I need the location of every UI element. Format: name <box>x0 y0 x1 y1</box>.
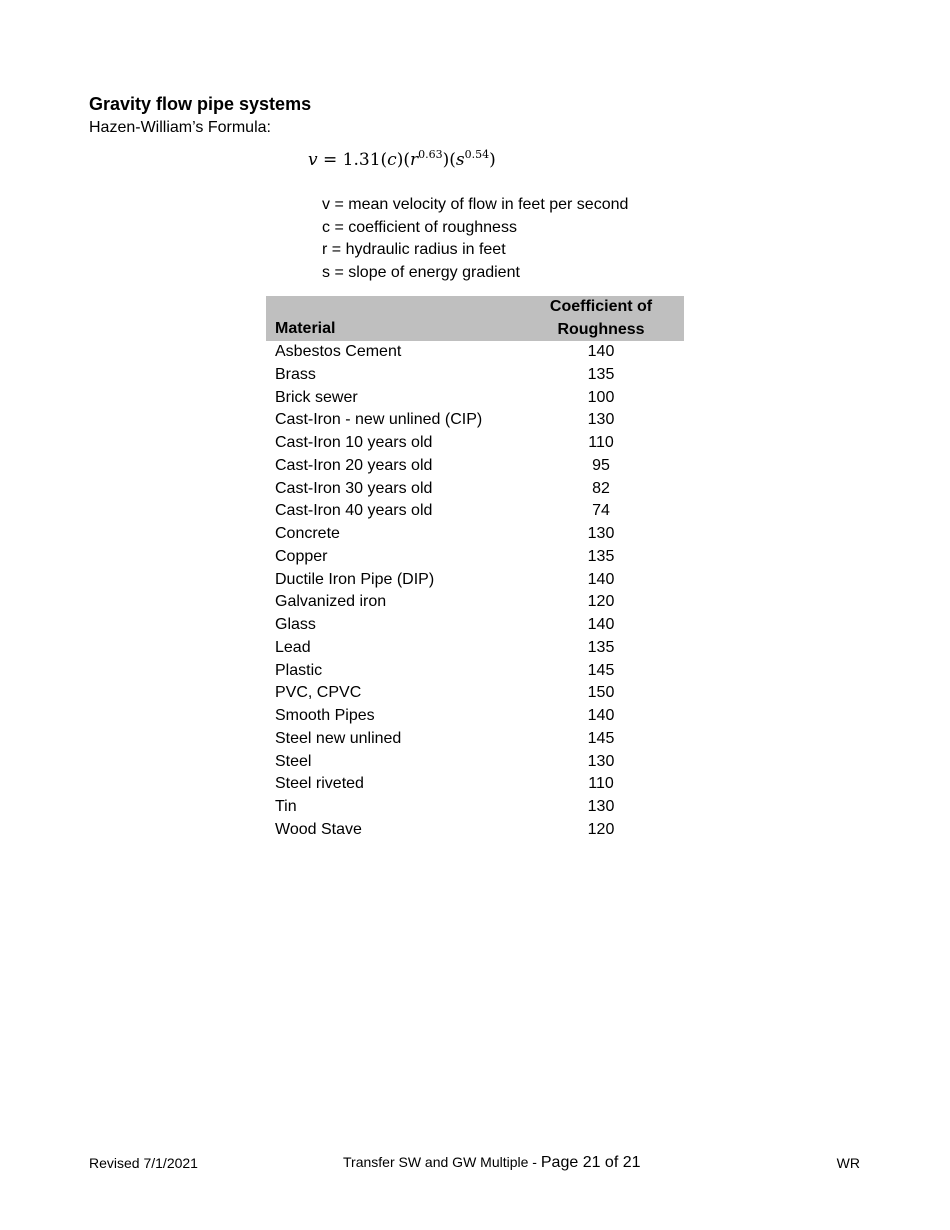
roughness-value-cell: 130 <box>587 411 615 429</box>
hazen-williams-formula: $v = 1.31(c)(r^{0.63})(s^{0.54})$ <box>308 148 496 170</box>
footer-revised: Revised 7/1/2021 <box>89 1155 198 1171</box>
roughness-value-cell: 120 <box>587 593 615 611</box>
roughness-value-cell: 140 <box>587 616 615 633</box>
roughness-value-cell: 135 <box>587 547 615 565</box>
table-row <box>266 341 684 364</box>
roughness-value-cell: 120 <box>587 820 615 838</box>
material-cell: Glass <box>275 616 316 633</box>
variable-definition-r: r = hydraulic radius in feet <box>322 241 506 259</box>
table-body <box>266 341 684 842</box>
table-row <box>266 819 684 842</box>
roughness-value-cell: 150 <box>587 684 615 702</box>
material-cell: Brick sewer <box>275 388 358 406</box>
roughness-value-cell: 135 <box>587 638 615 656</box>
roughness-value-cell: 130 <box>587 752 615 770</box>
table-row <box>266 364 684 387</box>
table-row <box>266 614 684 637</box>
variable-definition-v: v = mean velocity of flow in feet per second <box>322 196 629 213</box>
material-cell: Steel new unlined <box>275 729 402 747</box>
roughness-value-cell: 140 <box>587 707 615 724</box>
header-material: Material <box>275 320 336 337</box>
material-cell: Brass <box>275 365 316 383</box>
formula-s-exponent: 0.54 <box>464 148 490 161</box>
table-row <box>266 637 684 660</box>
table-row <box>266 591 684 614</box>
table-row <box>266 705 684 728</box>
material-cell: Copper <box>275 547 328 565</box>
table-row <box>266 796 684 819</box>
variable-definition-s: s = slope of energy gradient <box>322 264 520 282</box>
roughness-value-cell: 74 <box>592 502 610 520</box>
table-row <box>266 500 684 523</box>
roughness-value-cell: 145 <box>587 729 615 747</box>
roughness-value-cell: 135 <box>587 365 615 383</box>
formula-s: s <box>455 150 465 170</box>
formula-r: r <box>409 150 419 170</box>
roughness-value-cell: 145 <box>587 661 615 679</box>
header-coefficient-line2: Roughness <box>557 320 645 338</box>
table-row <box>266 773 684 796</box>
formula-title: Hazen-William’s Formula: <box>89 119 271 136</box>
table-row <box>266 682 684 705</box>
formula-v: v <box>308 150 318 170</box>
roughness-value-cell: 140 <box>587 570 615 588</box>
table-row <box>266 569 684 592</box>
footer-title <box>343 1151 641 1174</box>
table-row <box>266 387 684 410</box>
table-row <box>266 751 684 774</box>
table-row <box>266 546 684 569</box>
formula-equals: = <box>323 150 338 170</box>
table-row <box>266 409 684 432</box>
footer-initials: WR <box>836 1155 860 1171</box>
material-cell: Steel riveted <box>275 775 364 793</box>
header-coefficient-line1: Coefficient of <box>549 298 653 315</box>
formula-coefficient: 1.31 <box>342 150 381 170</box>
roughness-value-cell: 95 <box>592 456 610 474</box>
material-cell: Wood Stave <box>275 820 362 838</box>
variable-definitions <box>322 194 628 285</box>
material-cell: Tin <box>275 798 297 815</box>
material-cell: Cast-Iron 30 years old <box>275 479 433 497</box>
footer-page-number: Page 21 of 21 <box>540 1154 641 1171</box>
roughness-value-cell: 110 <box>588 775 614 793</box>
material-cell: Cast-Iron 40 years old <box>275 502 433 520</box>
variable-definition-c: c = coefficient of roughness <box>322 218 517 236</box>
roughness-value-cell: 130 <box>587 525 615 542</box>
roughness-table <box>266 296 684 842</box>
roughness-value-cell: 130 <box>587 798 615 815</box>
material-cell: Steel <box>275 752 312 770</box>
material-cell: Cast-Iron 10 years old <box>275 434 433 451</box>
footer-doc-title: Transfer SW and GW Multiple - <box>343 1154 537 1170</box>
table-row <box>266 523 684 546</box>
roughness-value-cell: 110 <box>588 434 614 451</box>
material-cell: Ductile Iron Pipe (DIP) <box>275 570 435 588</box>
page-heading: Gravity flow pipe systems <box>89 94 312 114</box>
material-cell: Galvanized iron <box>275 593 387 611</box>
table-row <box>266 432 684 455</box>
table-row <box>266 455 684 478</box>
material-cell: Smooth Pipes <box>275 707 375 724</box>
material-cell: Cast-Iron 20 years old <box>275 456 433 474</box>
formula-r-exponent: 0.63 <box>418 148 443 161</box>
material-cell: Cast-Iron - new unlined (CIP) <box>275 411 483 429</box>
header-coefficient <box>536 296 666 341</box>
material-cell: Lead <box>275 638 311 656</box>
table-row <box>266 478 684 501</box>
table-row <box>266 728 684 751</box>
material-cell: PVC, CPVC <box>275 684 362 702</box>
formula-c: c <box>387 150 397 170</box>
table-row <box>266 660 684 683</box>
material-cell: Plastic <box>275 661 323 679</box>
roughness-value-cell: 140 <box>587 343 615 360</box>
roughness-value-cell: 100 <box>587 388 615 406</box>
material-cell: Asbestos Cement <box>275 343 402 360</box>
roughness-value-cell: 82 <box>592 479 610 497</box>
table-header <box>266 296 684 341</box>
material-cell: Concrete <box>275 525 340 542</box>
